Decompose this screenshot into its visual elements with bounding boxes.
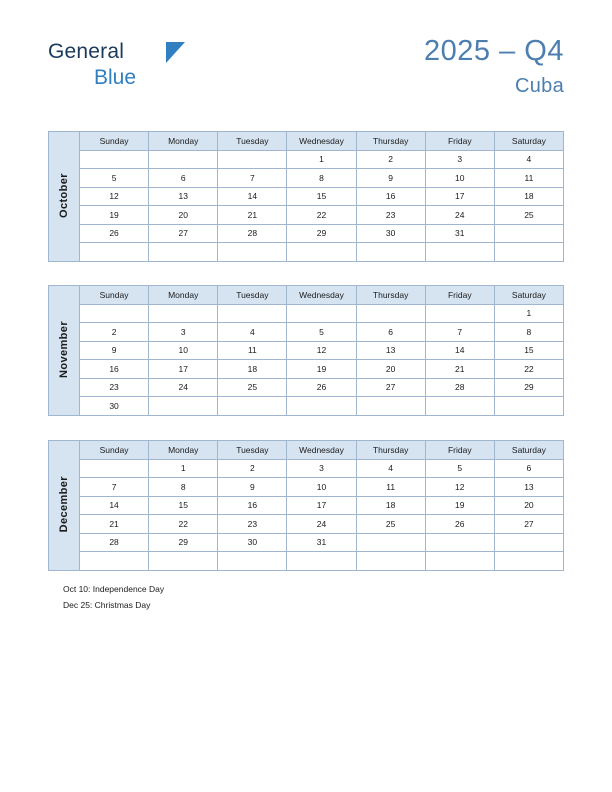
day-cell: 6 [149,169,218,188]
day-cell: 29 [149,533,218,552]
week-row [49,304,564,323]
weekday-header-tuesday: Tuesday [218,286,287,305]
day-cell: 24 [149,378,218,397]
day-cell: 7 [80,478,149,497]
day-cell: 3 [149,323,218,342]
day-cell: 3 [425,150,494,169]
weekday-header-saturday: Saturday [494,441,563,460]
month-name-label: December [58,476,70,533]
day-cell-empty [425,533,494,552]
week-row [49,243,564,262]
weekday-header-friday: Friday [425,441,494,460]
day-cell: 6 [494,459,563,478]
day-cell: 7 [425,323,494,342]
week-row [49,552,564,571]
month-name-cell [49,286,80,416]
day-cell: 1 [494,304,563,323]
month-table [48,440,564,571]
day-cell: 10 [425,169,494,188]
day-cell-empty [287,243,356,262]
day-cell: 2 [356,150,425,169]
weekday-header-saturday: Saturday [494,286,563,305]
day-cell-empty [287,304,356,323]
day-cell: 11 [218,341,287,360]
day-cell: 31 [425,224,494,243]
weekday-header-wednesday: Wednesday [287,286,356,305]
day-cell-empty [218,552,287,571]
day-cell: 28 [218,224,287,243]
day-cell: 4 [356,459,425,478]
month-table [48,285,564,416]
note-line: Oct 10: Independence Day [63,584,165,594]
day-cell: 9 [218,478,287,497]
day-cell-empty [80,150,149,169]
week-row [49,323,564,342]
day-cell: 7 [218,169,287,188]
weekday-header-friday: Friday [425,286,494,305]
month-block-november [48,285,564,416]
day-cell: 13 [149,187,218,206]
day-cell: 30 [356,224,425,243]
page-title: 2025 – Q4 [424,35,564,67]
day-cell: 1 [287,150,356,169]
month-table [48,131,564,262]
day-cell: 16 [218,496,287,515]
day-cell: 16 [80,360,149,379]
day-cell: 8 [287,169,356,188]
week-row [49,478,564,497]
page-header [48,34,564,114]
day-cell: 15 [494,341,563,360]
day-cell: 13 [356,341,425,360]
general-blue-logo [48,40,278,90]
day-cell-empty [149,243,218,262]
week-row [49,150,564,169]
note-line: Dec 25: Christmas Day [63,599,151,610]
weekday-header-saturday: Saturday [494,132,563,151]
month-name-label: November [58,320,70,378]
day-cell: 17 [287,496,356,515]
week-row [49,378,564,397]
weekday-header-sunday: Sunday [80,441,149,460]
day-cell: 10 [149,341,218,360]
day-cell-empty [425,304,494,323]
weekday-header-wednesday: Wednesday [287,441,356,460]
day-cell: 21 [218,206,287,225]
weekday-header-thursday: Thursday [356,441,425,460]
weekday-header-monday: Monday [149,441,218,460]
day-cell: 19 [80,206,149,225]
title-block [424,34,564,98]
day-cell: 25 [494,206,563,225]
day-cell-empty [80,243,149,262]
day-cell: 16 [356,187,425,206]
day-cell: 8 [149,478,218,497]
day-cell: 27 [494,515,563,534]
weekday-header-thursday: Thursday [356,286,425,305]
day-cell: 1 [149,459,218,478]
day-cell: 20 [149,206,218,225]
day-cell: 24 [425,206,494,225]
day-cell: 3 [287,459,356,478]
weekday-header-row [49,286,564,305]
day-cell-empty [218,150,287,169]
day-cell-empty [287,397,356,416]
day-cell: 30 [218,533,287,552]
day-cell-empty [425,552,494,571]
month-block-october [48,131,564,262]
day-cell: 15 [287,187,356,206]
week-row [49,206,564,225]
day-cell: 30 [80,397,149,416]
week-row [49,224,564,243]
day-cell: 27 [149,224,218,243]
logo-triangle-icon [166,42,185,63]
day-cell: 20 [356,360,425,379]
week-row [49,515,564,534]
day-cell-empty [80,304,149,323]
day-cell: 23 [356,206,425,225]
weekday-header-friday: Friday [425,132,494,151]
page-subtitle: Cuba [514,75,564,97]
day-cell-empty [218,243,287,262]
day-cell-empty [218,397,287,416]
day-cell-empty [494,243,563,262]
weekday-header-row [49,441,564,460]
weekday-header-wednesday: Wednesday [287,132,356,151]
day-cell: 23 [80,378,149,397]
day-cell-empty [494,533,563,552]
day-cell-empty [80,459,149,478]
day-cell: 24 [287,515,356,534]
week-row [49,187,564,206]
weekday-header-monday: Monday [149,132,218,151]
day-cell: 28 [425,378,494,397]
weekday-header-sunday: Sunday [80,132,149,151]
day-cell: 26 [287,378,356,397]
day-cell: 23 [218,515,287,534]
day-cell-empty [494,224,563,243]
day-cell-empty [494,397,563,416]
day-cell: 18 [218,360,287,379]
day-cell: 31 [287,533,356,552]
day-cell: 12 [80,187,149,206]
day-cell: 25 [356,515,425,534]
day-cell-empty [218,304,287,323]
day-cell: 17 [149,360,218,379]
day-cell-empty [149,552,218,571]
day-cell: 29 [494,378,563,397]
day-cell: 11 [494,169,563,188]
month-name-cell [49,441,80,571]
weekday-header-thursday: Thursday [356,132,425,151]
week-row [49,496,564,515]
day-cell: 21 [425,360,494,379]
weekday-header-tuesday: Tuesday [218,441,287,460]
day-cell-empty [356,304,425,323]
day-cell: 29 [287,224,356,243]
day-cell: 5 [287,323,356,342]
holiday-notes [63,582,164,613]
week-row [49,341,564,360]
day-cell: 9 [80,341,149,360]
day-cell: 14 [80,496,149,515]
day-cell: 19 [425,496,494,515]
weekday-header-row [49,132,564,151]
month-block-december [48,440,564,571]
day-cell-empty [149,304,218,323]
day-cell: 12 [287,341,356,360]
day-cell: 17 [425,187,494,206]
day-cell: 26 [80,224,149,243]
day-cell: 14 [218,187,287,206]
day-cell-empty [149,150,218,169]
weekday-header-monday: Monday [149,286,218,305]
day-cell: 25 [218,378,287,397]
weekday-header-sunday: Sunday [80,286,149,305]
day-cell-empty [287,552,356,571]
week-row [49,459,564,478]
weekday-header-tuesday: Tuesday [218,132,287,151]
day-cell: 13 [494,478,563,497]
day-cell: 21 [80,515,149,534]
day-cell-empty [149,397,218,416]
week-row [49,360,564,379]
day-cell-empty [356,533,425,552]
day-cell: 12 [425,478,494,497]
day-cell: 15 [149,496,218,515]
day-cell-empty [494,552,563,571]
day-cell: 18 [494,187,563,206]
day-cell: 28 [80,533,149,552]
logo-text-blue: Blue [94,66,137,89]
day-cell-empty [356,243,425,262]
day-cell: 22 [494,360,563,379]
day-cell: 19 [287,360,356,379]
day-cell: 22 [149,515,218,534]
day-cell: 26 [425,515,494,534]
day-cell: 8 [494,323,563,342]
day-cell-empty [425,397,494,416]
day-cell: 22 [287,206,356,225]
day-cell: 2 [218,459,287,478]
day-cell: 20 [494,496,563,515]
day-cell-empty [356,552,425,571]
day-cell: 5 [80,169,149,188]
week-row [49,533,564,552]
day-cell: 10 [287,478,356,497]
month-name-cell [49,132,80,262]
day-cell: 2 [80,323,149,342]
day-cell: 14 [425,341,494,360]
month-name-label: October [58,172,70,218]
day-cell: 11 [356,478,425,497]
day-cell: 18 [356,496,425,515]
day-cell: 4 [218,323,287,342]
week-row [49,397,564,416]
day-cell-empty [80,552,149,571]
day-cell: 5 [425,459,494,478]
logo-text-general: General [48,40,125,63]
day-cell: 9 [356,169,425,188]
day-cell-empty [425,243,494,262]
day-cell: 6 [356,323,425,342]
day-cell: 4 [494,150,563,169]
week-row [49,169,564,188]
day-cell: 27 [356,378,425,397]
day-cell-empty [356,397,425,416]
